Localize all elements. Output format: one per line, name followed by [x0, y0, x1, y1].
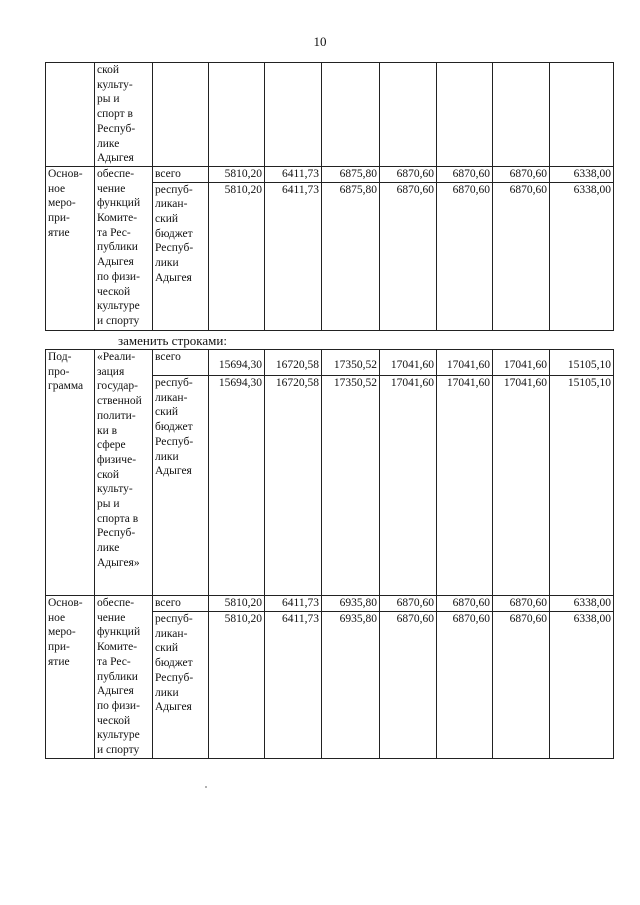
cell-subprogram-name-tail: ской культу- ры и спорт в Респуб- лике Адыгея [95, 63, 153, 167]
table-original-rows [45, 62, 614, 331]
table-row [46, 350, 614, 376]
cell-value: 5810,20 [209, 182, 265, 330]
cell-value: 6935,80 [322, 596, 380, 612]
cell-value: 6338,00 [550, 166, 614, 182]
cell-value: 17041,60 [493, 350, 550, 376]
cell-value: 17041,60 [493, 376, 550, 596]
cell-name: обеспе- чение функций Комите- та Рес- публики Адыгея по физи- ческой культуре и спорту [95, 596, 153, 759]
scan-speck [205, 786, 207, 788]
table-row [46, 166, 614, 182]
cell [265, 63, 322, 167]
cell-value: 15105,10 [550, 376, 614, 596]
cell-value: 5810,20 [209, 596, 265, 612]
cell-value: 6870,60 [380, 596, 437, 612]
cell-value: 15694,30 [209, 376, 265, 596]
cell-value: 6338,00 [550, 182, 614, 330]
cell-name: «Реали- зация государ- ственной полити- ки в сфере физиче- ской культу- ры и спорта в Респуб- лике Адыгея» [95, 350, 153, 596]
cell [493, 63, 550, 167]
cell-value: 6870,60 [437, 612, 493, 759]
cell-value: 17350,52 [322, 376, 380, 596]
cell-value: 16720,58 [265, 350, 322, 376]
cell [380, 63, 437, 167]
cell-value: 6870,60 [437, 596, 493, 612]
cell-type: Основ- ное меро- при- ятие [46, 596, 95, 759]
cell-value: 6338,00 [550, 612, 614, 759]
table-row [46, 596, 614, 612]
cell-value: 16720,58 [265, 376, 322, 596]
cell-value: 17041,60 [437, 376, 493, 596]
cell-value: 6870,60 [493, 182, 550, 330]
cell-value: 6870,60 [437, 166, 493, 182]
cell-value: 6870,60 [493, 166, 550, 182]
cell [437, 63, 493, 167]
cell-value: 15105,10 [550, 350, 614, 376]
cell-value: 6411,73 [265, 596, 322, 612]
cell-value: 6935,80 [322, 612, 380, 759]
cell-value: 6870,60 [380, 612, 437, 759]
cell-source-total: всего [153, 350, 209, 376]
page-number: 10 [313, 34, 327, 49]
cell-value: 5810,20 [209, 612, 265, 759]
cell [153, 63, 209, 167]
cell-value: 17041,60 [380, 376, 437, 596]
cell [322, 63, 380, 167]
cell-value: 6870,60 [493, 612, 550, 759]
cell-value: 17041,60 [437, 350, 493, 376]
cell-value: 6411,73 [265, 182, 322, 330]
cell-value: 15694,30 [209, 350, 265, 376]
cell [209, 63, 265, 167]
cell-value: 6875,80 [322, 166, 380, 182]
cell [46, 63, 95, 167]
cell-value: 6870,60 [380, 166, 437, 182]
table-replacement-rows [45, 349, 614, 759]
cell-source-total: всего [153, 596, 209, 612]
cell-source-budget: респуб- ликан- ский бюджет Респуб- лики Адыгея [153, 376, 209, 596]
cell-source-budget: респуб- ликан- ский бюджет Респуб- лики Адыгея [153, 182, 209, 330]
cell-value: 6870,60 [437, 182, 493, 330]
cell-source-budget: респуб- ликан- ский бюджет Респуб- лики Адыгея [153, 612, 209, 759]
cell-value: 6870,60 [380, 182, 437, 330]
cell-value: 6875,80 [322, 182, 380, 330]
cell [550, 63, 614, 167]
replace-caption: заменить строками: [118, 333, 227, 348]
cell-value: 6411,73 [265, 166, 322, 182]
cell-type: Под- про- грамма [46, 350, 95, 596]
cell-type: Основ- ное меро- при- ятие [46, 166, 95, 330]
cell-value: 17041,60 [380, 350, 437, 376]
cell-source-total: всего [153, 166, 209, 182]
cell-name: обеспе- чение функций Комите- та Рес- публики Адыгея по физи- ческой культуре и спорту [95, 166, 153, 330]
cell-value: 6338,00 [550, 596, 614, 612]
cell-value: 17350,52 [322, 350, 380, 376]
cell-value: 5810,20 [209, 166, 265, 182]
cell-value: 6411,73 [265, 612, 322, 759]
cell-value: 6870,60 [493, 596, 550, 612]
table-row [46, 63, 614, 167]
